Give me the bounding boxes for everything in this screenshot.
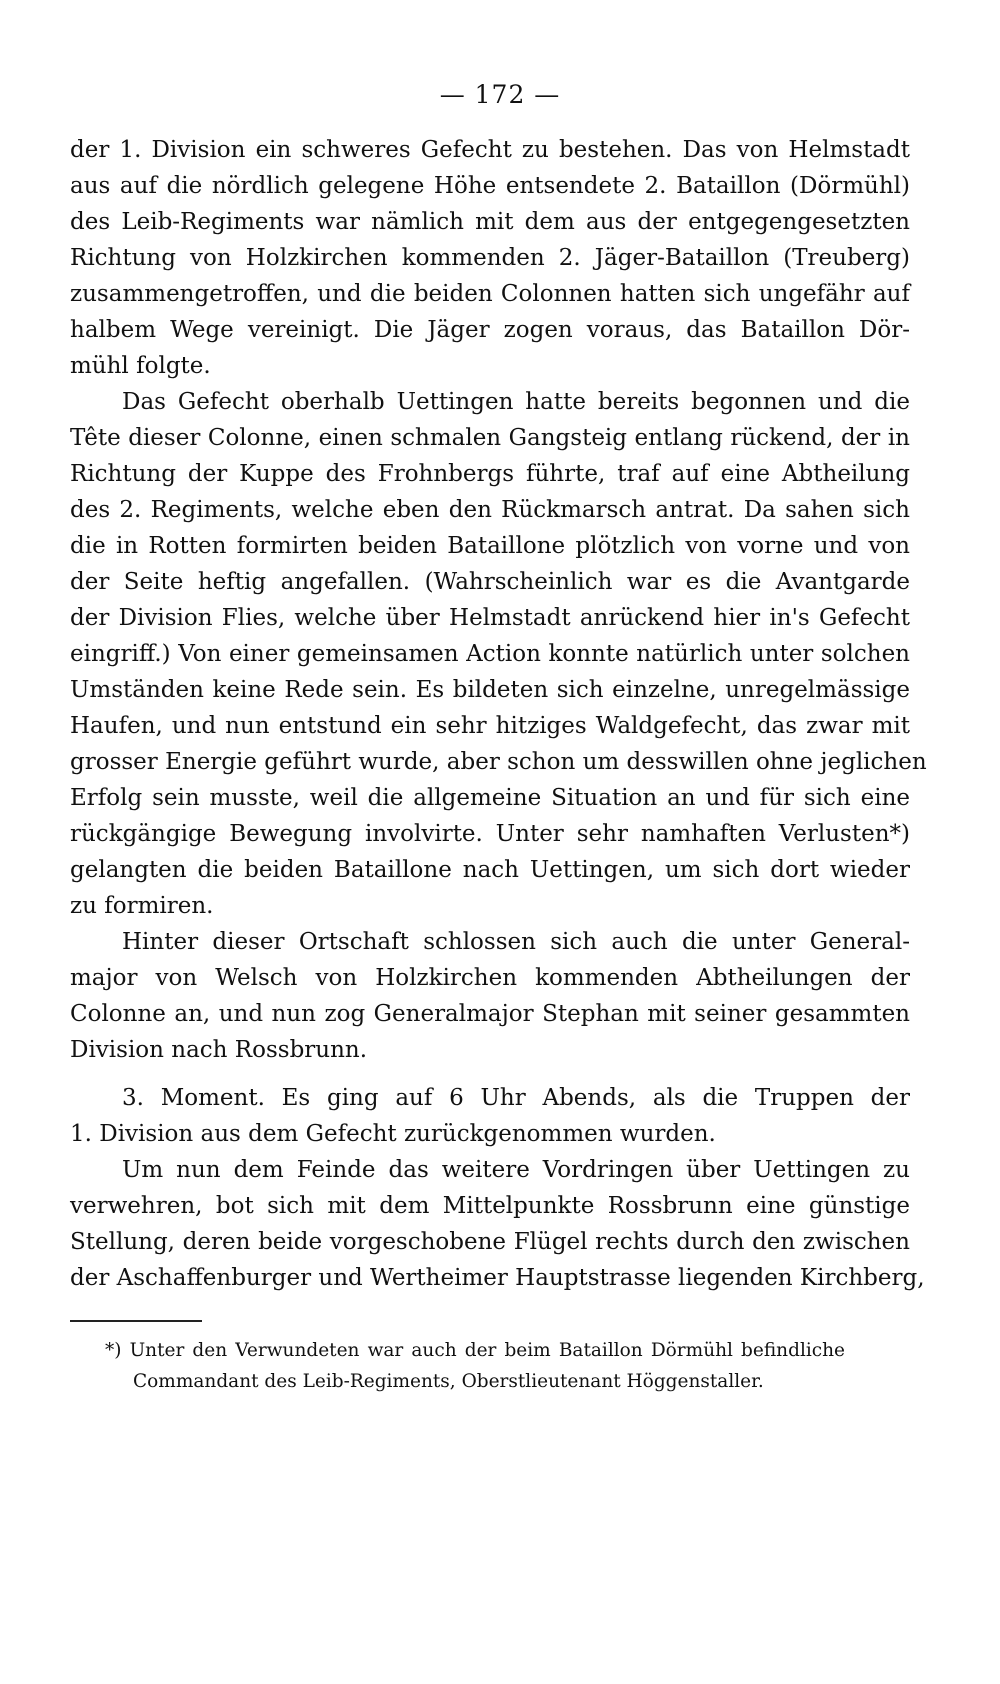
text-line: eingriff.) Von einer gemeinsamen Action konnte natürlich unter solchen	[70, 641, 910, 667]
text-line: 1. Division aus dem Gefecht zurückgenommen wurden.	[70, 1121, 716, 1147]
paragraph	[70, 384, 927, 924]
text-line: mühl folgte.	[70, 353, 211, 379]
text-line: major von Welsch von Holzkirchen kommenden Abtheilungen der	[70, 965, 910, 991]
text-line: des Leib-Regiments war nämlich mit dem aus der entgegengesetzten	[70, 209, 910, 235]
section-heading-line: 3. Moment. Es ging auf 6 Uhr Abends, als die Truppen der	[122, 1085, 910, 1111]
footnote-rule	[70, 1320, 202, 1322]
moment-section	[70, 1080, 925, 1296]
paragraph	[70, 924, 910, 1068]
text-line: der Division Flies, welche über Helmstadt anrückend hier in's Gefecht	[70, 605, 910, 631]
text-line: Das Gefecht oberhalb Uettingen hatte bereits begonnen und die	[122, 389, 910, 415]
text-line: zu formiren.	[70, 893, 214, 919]
text-line: verwehren, bot sich mit dem Mittelpunkte Rossbrunn eine günstige	[70, 1193, 910, 1219]
footnote-line: *) Unter den Verwundeten war auch der beim Bataillon Dörmühl befindliche	[105, 1340, 845, 1361]
text-line: Tête dieser Colonne, einen schmalen Gangsteig entlang rückend, der in	[70, 425, 910, 451]
text-line: Haufen, und nun entstund ein sehr hitziges Waldgefecht, das zwar mit	[70, 713, 910, 739]
text-line: zusammengetroffen, und die beiden Colonnen hatten sich ungefähr auf	[70, 281, 910, 307]
text-line: aus auf die nördlich gelegene Höhe entsendete 2. Bataillon (Dörmühl)	[70, 173, 910, 199]
text-line: der Aschaffenburger und Wertheimer Hauptstrasse liegenden Kirchberg,	[70, 1265, 925, 1291]
text-line: halbem Wege vereinigt. Die Jäger zogen voraus, das Bataillon Dör-	[70, 317, 910, 343]
text-line: der 1. Division ein schweres Gefecht zu bestehen. Das von Helmstadt	[70, 137, 910, 163]
text-line: grosser Energie geführt wurde, aber schon um desswillen ohne jeglichen	[70, 749, 927, 775]
text-line: gelangten die beiden Bataillone nach Uettingen, um sich dort wieder	[70, 857, 910, 883]
text-line: Colonne an, und nun zog Generalmajor Stephan mit seiner gesammten	[70, 1001, 910, 1027]
footnote-line: Commandant des Leib-Regiments, Oberstlieutenant Höggenstaller.	[133, 1371, 764, 1392]
text-line: Erfolg sein musste, weil die allgemeine Situation an und für sich eine	[70, 785, 910, 811]
text-line: Richtung der Kuppe des Frohnbergs führte, traf auf eine Abtheilung	[70, 461, 910, 487]
page-number: — 172 —	[439, 80, 561, 109]
text-line: die in Rotten formirten beiden Bataillone plötzlich von vorne und von	[70, 533, 910, 559]
text-line: Umständen keine Rede sein. Es bildeten sich einzelne, unregelmässige	[70, 677, 910, 703]
text-line: Um nun dem Feinde das weitere Vordringen über Uettingen zu	[122, 1157, 910, 1183]
text-line: Hinter dieser Ortschaft schlossen sich auch die unter General-	[122, 929, 910, 955]
paragraph	[70, 1080, 910, 1152]
paragraph	[70, 132, 910, 384]
text-line: des 2. Regiments, welche eben den Rückmarsch antrat. Da sahen sich	[70, 497, 910, 523]
paragraph	[70, 1152, 925, 1296]
text-line: Division nach Rossbrunn.	[70, 1037, 368, 1063]
text-line: der Seite heftig angefallen. (Wahrscheinlich war es die Avantgarde	[70, 569, 910, 595]
text-line: rückgängige Bewegung involvirte. Unter sehr namhaften Verlusten*)	[70, 821, 910, 847]
text-line: Richtung von Holzkirchen kommenden 2. Jäger-Bataillon (Treuberg)	[70, 245, 910, 271]
text-line: Stellung, deren beide vorgeschobene Flügel rechts durch den zwischen	[70, 1229, 910, 1255]
footnote	[105, 1335, 845, 1397]
body-text	[70, 132, 927, 1068]
